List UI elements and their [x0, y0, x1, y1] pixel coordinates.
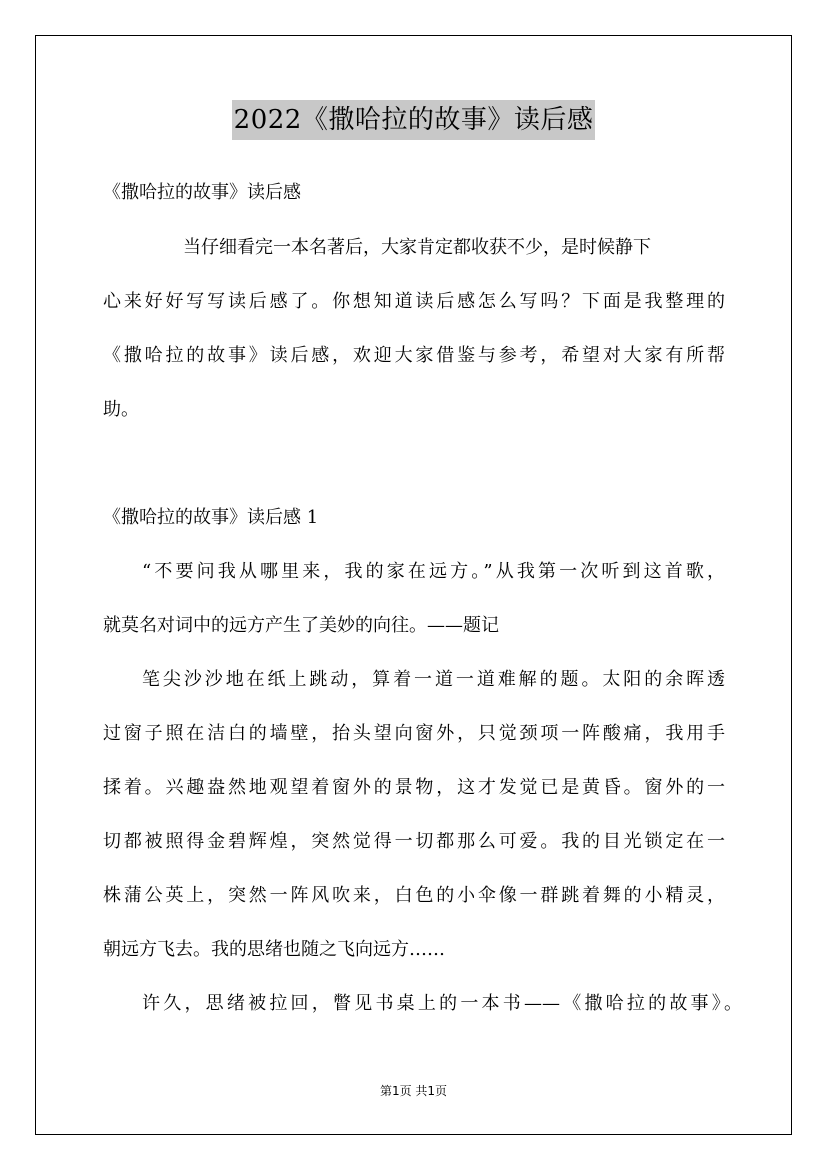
- paragraph-line: 笔尖沙沙地在纸上跳动，算着一道一道难解的题。太阳的余晖透: [142, 669, 725, 690]
- paragraph-line: 揉着。兴趣盎然地观望着窗外的景物，这才发觉已是黄昏。窗外的一: [103, 777, 725, 798]
- paragraph-line: 株蒲公英上，突然一阵风吹来，白色的小伞像一群跳着舞的小精灵，: [103, 885, 725, 906]
- intro-line: 《撒哈拉的故事》读后感，欢迎大家借鉴与参考，希望对大家有所帮: [103, 345, 725, 366]
- paragraph-line: 朝远方飞去。我的思绪也随之飞向远方……: [103, 939, 445, 960]
- paragraph-line: 过窗子照在洁白的墙壁，抬头望向窗外，只觉颈项一阵酸痛，我用手: [103, 723, 725, 744]
- document-title: 2022《撒哈拉的故事》读后感: [232, 100, 596, 140]
- paragraph-line: 切都被照得金碧辉煌，突然觉得一切都那么可爱。我的目光锁定在一: [103, 831, 725, 852]
- paragraph-line: 就莫名对词中的远方产生了美妙的向往。——题记: [103, 615, 499, 636]
- intro-line: 助。: [103, 399, 139, 420]
- intro-line: 心来好好写写读后感了。你想知道读后感怎么写吗？下面是我整理的: [103, 291, 725, 312]
- paragraph-line: “不要问我从哪里来，我的家在远方。”从我第一次听到这首歌，: [142, 561, 725, 582]
- page-footer: 第1页 共1页: [379, 1084, 448, 1098]
- document-subtitle: 《撒哈拉的故事》读后感: [103, 182, 301, 203]
- intro-line: 当仔细看完一本名著后，大家肯定都收获不少，是时候静下: [183, 237, 651, 258]
- section-heading: 《撒哈拉的故事》读后感 1: [103, 507, 319, 528]
- title-block: [0, 100, 827, 140]
- paragraph-line: 许久，思绪被拉回，瞥见书桌上的一本书——《撒哈拉的故事》。: [142, 993, 742, 1014]
